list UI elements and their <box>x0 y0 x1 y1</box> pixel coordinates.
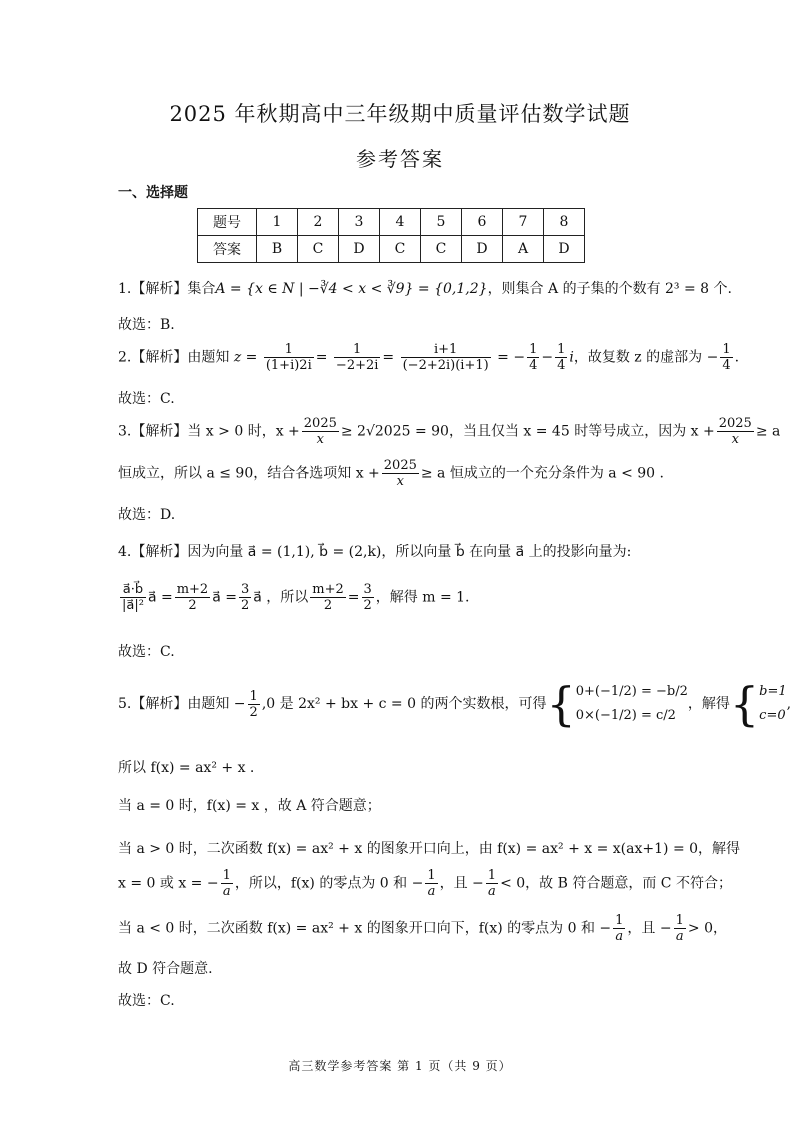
q5-solution-system <box>759 680 787 728</box>
fraction-denominator: (1+i)2i <box>265 358 312 373</box>
fraction-denominator: 2 <box>188 598 197 613</box>
q2-z: z = <box>233 349 258 366</box>
fraction-denominator: |a⃗|² <box>122 598 144 613</box>
q4-fraction-2 <box>175 582 211 613</box>
q2-solution: 2.【解析】由题知 z = $\frac{1}{(1+i)2i}$ = $\frac{1}{-2+2i}$ = $\frac{i+1}{(-2+2i)(i+1)}$ = − $\frac{1}{4}$ − $\frac{1}{4}$ i，故复数 z 的虚部为 − $\frac{1}{4}$ . <box>118 342 740 373</box>
left-brace-icon: { <box>729 677 760 731</box>
q4-a-vec: a⃗ = <box>147 589 173 606</box>
fraction-denominator: 2 <box>240 598 250 613</box>
q1-choice: 故选：B. <box>118 317 175 333</box>
table-cell: C <box>380 236 421 263</box>
q5-choice: 故选：C. <box>118 993 175 1009</box>
q5-fraction-4 <box>486 868 498 899</box>
q5-case2b-pre: x = 0 或 x = − <box>118 875 219 892</box>
fraction-numerator: 3 <box>240 582 250 597</box>
q5-system-eq-2: 0×(−1/2) = c/2 <box>575 708 676 723</box>
table-cell: 6 <box>462 209 503 236</box>
q5-solution-c: c=0 <box>759 708 786 723</box>
fraction-denominator: 4 <box>529 358 538 373</box>
fraction-numerator: m+2 <box>176 582 209 597</box>
table-header-cell: 题号 <box>198 209 257 236</box>
q3-solution-line2 <box>118 458 664 489</box>
fraction-numerator: 2025 <box>718 416 752 431</box>
q4-mid: a⃗ ，所以 <box>253 589 309 606</box>
q5-case-3-line1 <box>118 913 727 944</box>
q5-case-2-line1: 当 a > 0 时，二次函数 f(x) = ax² + x 的图象开口向上，由 f(x) = ax² + x = x(ax+1) = 0，解得 <box>118 841 741 857</box>
q4-solution-line2 <box>118 582 470 613</box>
fraction-numerator: 1 <box>487 868 497 883</box>
section-heading: 一、选择题 <box>118 185 188 201</box>
table-cell: A <box>503 236 544 263</box>
q4-fraction-3 <box>239 582 251 613</box>
q2-fraction-4 <box>527 342 539 373</box>
table-cell: C <box>298 236 339 263</box>
fraction-denominator: a <box>615 929 624 944</box>
table-cell: D <box>544 236 585 263</box>
q5-prefix: 5.【解析】由题知 − <box>118 696 246 712</box>
q1-solution <box>118 278 732 298</box>
table-cell: B <box>257 236 298 263</box>
q1-prefix: 1.【解析】集合 <box>118 281 216 297</box>
page-footer: 高三数学参考答案 第 1 页（共 9 页） <box>288 1059 512 1073</box>
q5-solution-b: b=1 <box>759 684 787 699</box>
q5-solution-line1: 5.【解析】由题知 − $\frac{1}{2}$ ,0 是 2x² + bx + c = 0 的两个实数根，可得{ 0+(−1/2) = −b/2 0×(−1/2) = c/2 ，解得{ b=1 c=0 , <box>118 677 792 731</box>
fraction-numerator: 1 <box>529 342 538 357</box>
fraction-numerator: 1 <box>722 342 731 357</box>
fraction-numerator: 1 <box>264 342 314 358</box>
table-cell: D <box>339 236 380 263</box>
q4-fraction-4 <box>310 582 346 613</box>
q3-fraction-1 <box>302 416 339 447</box>
q2-fraction-2 <box>334 342 381 373</box>
q5-equation-system <box>576 680 688 728</box>
fraction-denominator: −2+2i <box>335 358 379 373</box>
answer-table-number-row <box>198 209 585 236</box>
fraction-denominator: a <box>427 884 436 899</box>
q2-fraction-6 <box>720 342 732 373</box>
fraction-numerator: 1 <box>334 342 381 358</box>
q2-eq-tail: = − <box>497 349 526 366</box>
table-header-cell: 答案 <box>198 236 257 263</box>
q5-system-eq-1: 0+(−1/2) = −b/2 <box>575 684 688 699</box>
q5-fraction-5 <box>613 913 625 944</box>
fraction-denominator: x <box>396 474 404 489</box>
fraction-denominator: x <box>316 432 324 447</box>
q1-set-expression: A = {x ∈ N | −∛4 < x < ∛9} = {0,1,2} <box>215 281 488 297</box>
q2-suffix: ，故复数 z 的虚部为 − <box>573 349 719 366</box>
fraction-numerator: m+2 <box>312 582 344 597</box>
page-title: 2025 年秋期高中三年级期中质量评估数学试题 <box>169 102 631 126</box>
q3-solution-line1 <box>118 416 780 447</box>
q4-eq: = <box>347 589 360 606</box>
fraction-numerator: 1 <box>675 913 684 928</box>
fraction-numerator: 1 <box>615 913 624 928</box>
q5-solve: ，解得 <box>687 696 730 712</box>
q5-fraction-2 <box>221 868 233 899</box>
table-cell: D <box>462 236 503 263</box>
left-brace-icon: { <box>546 677 576 731</box>
q3-line2-a: 恒成立，所以 a ≤ 90，结合各选项知 x + <box>118 465 380 482</box>
q2-choice: 故选：C. <box>118 391 175 407</box>
fraction-denominator: 2 <box>249 704 258 720</box>
table-cell: 7 <box>503 209 544 236</box>
fraction-denominator: x <box>731 432 739 447</box>
table-cell: 2 <box>298 209 339 236</box>
fraction-denominator: a <box>222 884 231 899</box>
q5-fraction-3 <box>425 868 437 899</box>
q5-case-2-line2 <box>118 868 732 899</box>
answer-table-answer-row <box>198 236 585 263</box>
fraction-denominator: 2 <box>363 598 372 613</box>
fraction-denominator: a <box>675 929 684 944</box>
q4-fraction-1 <box>120 582 146 613</box>
page-subtitle: 参考答案 <box>356 147 444 171</box>
table-cell: 5 <box>421 209 462 236</box>
fraction-numerator: 2025 <box>303 416 337 431</box>
q1-suffix: ，则集合 A 的子集的个数有 2³ = 8 个. <box>487 281 732 297</box>
fraction-denominator: 4 <box>722 358 731 373</box>
q3-prefix: 3.【解析】当 x > 0 时，x + <box>118 423 300 440</box>
q2-fraction-3 <box>401 342 491 373</box>
fraction-numerator: 3 <box>363 582 372 597</box>
q2-fraction-1 <box>264 342 314 373</box>
table-cell: 1 <box>257 209 298 236</box>
q4-a-vec-2: a⃗ = <box>212 589 237 606</box>
fraction-numerator: 1 <box>557 342 566 357</box>
q5-case-1: 当 a = 0 时，f(x) = x ，故 A 符合题意； <box>118 798 381 814</box>
q3-tail: ≥ a <box>755 423 781 440</box>
q3-choice: 故选：D. <box>118 507 176 523</box>
q5-fx-line: 所以 f(x) = ax² + x . <box>118 760 255 776</box>
table-cell: 8 <box>544 209 585 236</box>
table-cell: 4 <box>380 209 421 236</box>
fraction-denominator: 4 <box>557 358 566 373</box>
fraction-numerator: 2025 <box>383 458 417 473</box>
fraction-numerator: 1 <box>249 688 258 704</box>
fraction-numerator: a⃗·b⃗ <box>120 582 146 598</box>
q5-case2b-mid: ，所以，f(x) 的零点为 0 和 − <box>234 875 424 892</box>
q3-fraction-3 <box>382 458 419 489</box>
fraction-denominator: a <box>488 884 496 899</box>
q3-mid: ≥ 2√2025 = 90，当且仅当 x = 45 时等号成立，因为 x + <box>340 423 715 440</box>
fraction-denominator: 2 <box>323 598 333 613</box>
q3-fraction-2 <box>717 416 754 447</box>
q4-choice: 故选：C. <box>118 644 175 660</box>
table-cell: 3 <box>339 209 380 236</box>
q5-fraction-1 <box>248 689 260 720</box>
q4-suffix: ，解得 m = 1. <box>375 589 470 606</box>
q4-fraction-5 <box>362 582 374 613</box>
q5-case3-tail: > 0， <box>687 920 727 937</box>
q4-solution-line1: 4.【解析】因为向量 a⃗ = (1,1), b⃗ = (2,k)，所以向量 b⃗ 在向量 a⃗ 上的投影向量为: <box>118 544 632 560</box>
q5-fraction-6 <box>674 913 686 944</box>
q5-case2b-tail: < 0，故 B 符合题意，而 C 不符合； <box>500 875 732 892</box>
q2-prefix: 2.【解析】由题知 <box>118 349 230 366</box>
q5-mid: ,0 是 2x² + bx + c = 0 的两个实数根，可得 <box>261 696 547 712</box>
q5-case3-pre: 当 a < 0 时，二次函数 f(x) = ax² + x 的图象开口向下，f(x) 的零点为 0 和 − <box>118 920 612 937</box>
fraction-numerator: 1 <box>222 868 231 883</box>
fraction-numerator: i+1 <box>401 342 491 358</box>
q5-case3-mid: ，且 − <box>627 920 672 937</box>
q3-line2-b: ≥ a 恒成立的一个充分条件为 a < 90 . <box>420 465 664 482</box>
q5-case2b-mid2: ，且 − <box>439 875 484 892</box>
answer-table <box>197 208 585 263</box>
q5-case-3-line2: 故 D 符合题意. <box>118 961 213 977</box>
q2-fraction-5 <box>555 342 567 373</box>
table-cell: C <box>421 236 462 263</box>
fraction-denominator: (−2+2i)(i+1) <box>402 358 489 373</box>
fraction-numerator: 1 <box>427 868 436 883</box>
